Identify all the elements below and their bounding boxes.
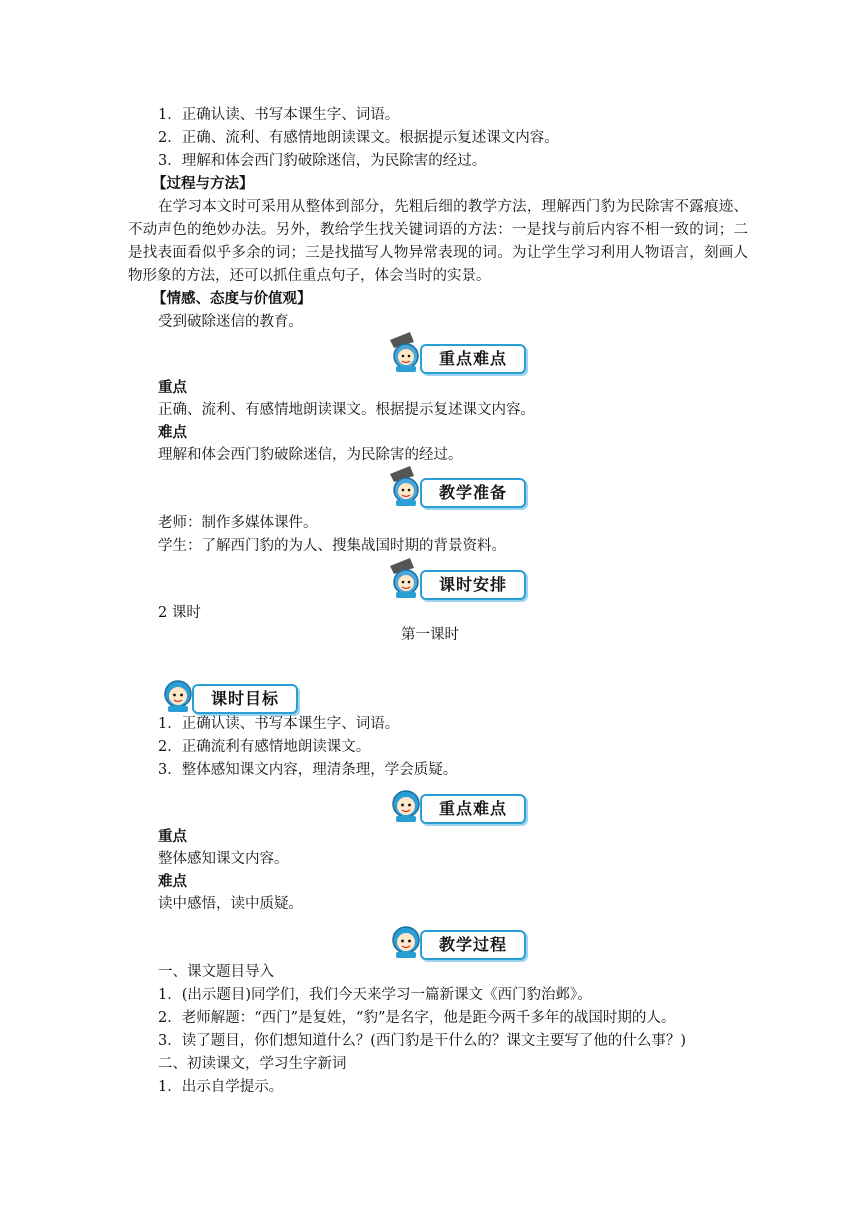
key2-heading-focus: 重点	[158, 828, 187, 845]
key1-heading-focus: 重点	[158, 379, 187, 396]
badge-schedule-label: 课时安排	[420, 570, 526, 600]
lesson-title: 第一课时	[401, 627, 459, 643]
badge-lesson-goals-label: 课时目标	[192, 684, 298, 714]
goal-1: 1．正确认读、书写本课生字、词语。	[158, 716, 400, 732]
badge-lesson-goals	[156, 670, 296, 714]
objective-1: 1．正确认读、书写本课生字、词语。	[158, 107, 400, 123]
schedule-text: 2 课时	[158, 605, 201, 621]
key1-text-focus: 正确、流利、有感情地朗读课文。根据提示复述课文内容。	[158, 402, 535, 418]
key1-heading-difficulty: 难点	[158, 424, 187, 441]
emotion-heading: 【情感、态度与价值观】	[152, 290, 312, 307]
step-1: 一、课文题目导入	[158, 964, 274, 980]
badge-key-points-2	[384, 780, 524, 824]
step-2: 1．(出示题目)同学们，我们今天来学习一篇新课文《西门豹治邺》。	[158, 987, 592, 1003]
step-4: 3．读了题目，你们想知道什么？(西门豹是干什么的？课文主要写了他的什么事？)	[158, 1033, 687, 1049]
step-5: 二、初读课文，学习生字新词	[158, 1056, 347, 1072]
badge-schedule	[384, 556, 524, 600]
badge-teaching-process-label: 教学过程	[420, 930, 526, 960]
objective-2: 2．正确、流利、有感情地朗读课文。根据提示复述课文内容。	[158, 130, 559, 146]
prep-teacher: 老师：制作多媒体课件。	[158, 515, 318, 531]
badge-key-points	[384, 330, 524, 374]
objective-3: 3．理解和体会西门豹破除迷信，为民除害的经过。	[158, 153, 487, 169]
key1-text-difficulty: 理解和体会西门豹破除迷信，为民除害的经过。	[158, 447, 463, 463]
key2-heading-difficulty: 难点	[158, 873, 187, 890]
process-paragraph: 在学习本文时可采用从整体到部分，先粗后细的教学方法，理解西门豹为民除害不露痕迹、不动声色的绝妙办法。另外，教给学生找关键词语的方法：一是找与前后内容不相一致的词；二是找表面看似乎多余的词；三是找描写人物异常表现的词。为让学生学习利用人物语言，刻画人物形象的方法，还可以抓住重点句子，体会当时的实景。	[128, 199, 748, 284]
goal-2: 2．正确流利有感情地朗读课文。	[158, 739, 371, 755]
key2-text-difficulty: 读中感悟，读中质疑。	[158, 896, 303, 912]
prep-student: 学生：了解西门豹的为人、搜集战国时期的背景资料。	[158, 538, 506, 554]
step-3: 2．老师解题：“西门”是复姓，“豹”是名字，他是距今两千多年的战国时期的人。	[158, 1010, 676, 1026]
badge-key-points-label: 重点难点	[420, 344, 526, 374]
key2-text-focus: 整体感知课文内容。	[158, 851, 289, 867]
emotion-text: 受到破除迷信的教育。	[158, 314, 303, 330]
badge-preparation-label: 教学准备	[420, 478, 526, 508]
step-6: 1．出示自学提示。	[158, 1079, 284, 1095]
badge-key-points-2-label: 重点难点	[420, 794, 526, 824]
goal-3: 3．整体感知课文内容，理清条理，学会质疑。	[158, 762, 458, 778]
badge-preparation	[384, 464, 524, 508]
badge-teaching-process	[384, 916, 524, 960]
process-heading: 【过程与方法】	[152, 175, 254, 192]
